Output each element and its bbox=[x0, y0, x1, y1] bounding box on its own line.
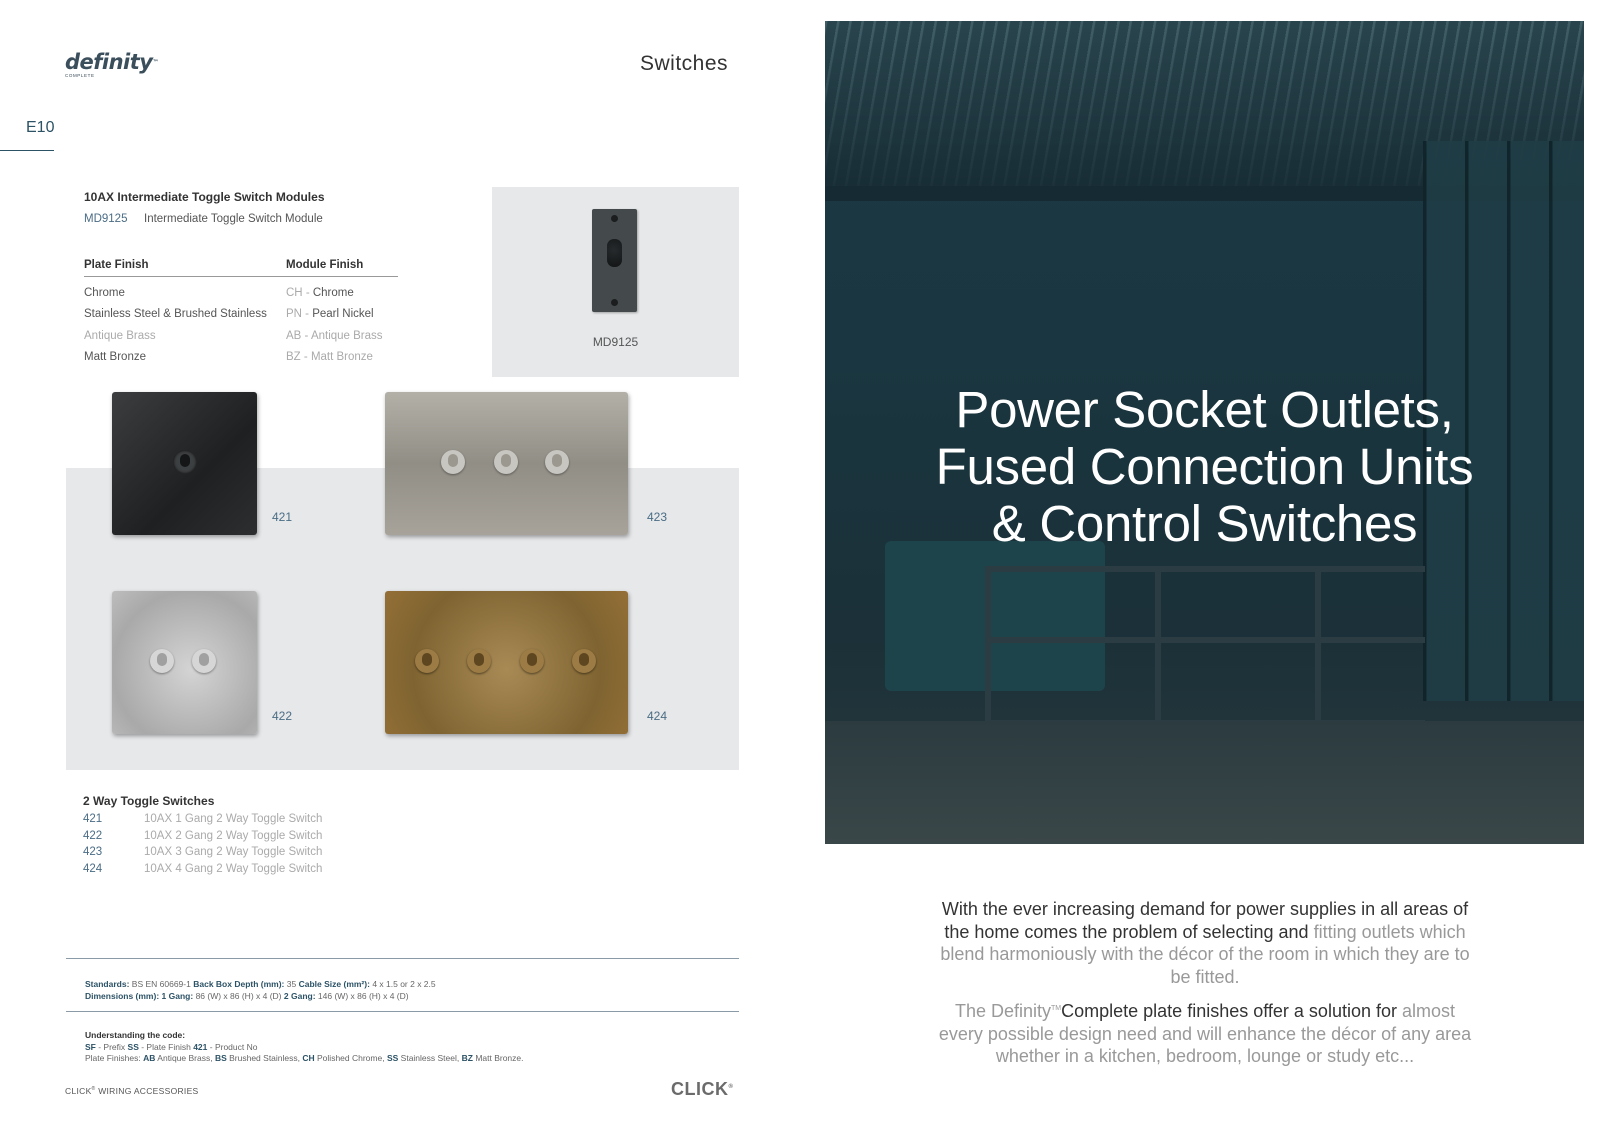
plate-number-422: 422 bbox=[272, 709, 293, 723]
click-logo: CLICK® bbox=[671, 1079, 734, 1099]
module-image-label: MD9125 bbox=[592, 335, 639, 349]
toggle-icon bbox=[494, 450, 518, 474]
product-description: 10AX 4 Gang 2 Way Toggle Switch bbox=[144, 862, 323, 875]
plate-finish-header: Plate Finish bbox=[84, 259, 149, 271]
standards-block bbox=[85, 979, 436, 1002]
footer-suffix: WIRING ACCESSORIES bbox=[95, 1086, 199, 1096]
toggle-icon bbox=[173, 450, 197, 474]
plate-number-424: 424 bbox=[647, 709, 668, 723]
definity-logo: definity™ COMPLETE bbox=[65, 52, 165, 78]
table-row: Matt Bronze BZ - Matt Bronze bbox=[84, 351, 373, 363]
code-num: 421 bbox=[193, 1041, 208, 1052]
floor bbox=[825, 721, 1584, 844]
plate-number-421: 421 bbox=[272, 510, 293, 524]
plate-finish: Antique Brass bbox=[84, 329, 156, 342]
module-finish-header: Module Finish bbox=[286, 259, 364, 271]
page-number: E10 bbox=[26, 119, 55, 136]
standards-value: BS EN 60669-1 bbox=[131, 979, 191, 989]
plate-421-image bbox=[112, 392, 257, 535]
finish-table-header bbox=[84, 259, 398, 277]
toggle-icon bbox=[572, 649, 596, 673]
code-sf: SF bbox=[85, 1041, 96, 1052]
hero-title-line-1: Power Socket Outlets, bbox=[955, 381, 1454, 438]
code-key-block bbox=[85, 1030, 524, 1065]
module-code: CH bbox=[286, 286, 303, 299]
plate-number-423: 423 bbox=[647, 510, 668, 524]
intro-p2-light-b: almost every possible design need and will enhance the décor of any area whether in a kitchen, bedroom, lounge or study etc... bbox=[938, 1001, 1472, 1066]
table-row: Antique Brass AB - Antique Brass bbox=[84, 329, 383, 342]
plate-423-image bbox=[385, 392, 628, 535]
page-number-rule bbox=[0, 150, 54, 151]
intro-paragraph-2: The Definity™Complete plate finishes offer a solution for almost every possible design need and will enhance the décor of any area whether in a kitchen, bedroom, lounge or study etc... bbox=[938, 1001, 1472, 1066]
module-code: PN bbox=[286, 308, 302, 320]
click-logo-word: CLICK bbox=[671, 1079, 729, 1099]
module-code: BZ bbox=[286, 351, 301, 363]
toggle-module-image bbox=[592, 209, 637, 312]
plate-finish: Matt Bronze bbox=[84, 351, 146, 363]
code-ch: CH bbox=[302, 1053, 315, 1063]
intro-p1-light: fitting outlets which blend harmoniously with the décor of the room in which they are to be fitted. bbox=[940, 921, 1470, 987]
gang2-value: 146 (W) x 86 (H) x 4 (D) bbox=[317, 990, 409, 1001]
shelf-divider bbox=[985, 572, 991, 720]
hero-title-line-2: Fused Connection Units bbox=[935, 438, 1474, 495]
table-row: Stainless Steel & Brushed Stainless PN - Pearl Nickel bbox=[84, 308, 374, 320]
module-image-panel bbox=[492, 187, 739, 377]
two-way-list bbox=[83, 813, 322, 879]
code-ss2-text: Stainless Steel, bbox=[398, 1053, 462, 1063]
toggle-knob-icon bbox=[607, 239, 622, 267]
module-finish: Matt Bronze bbox=[310, 351, 373, 363]
intro-p2-dark: Complete plate finishes offer a solution for bbox=[1061, 1001, 1397, 1021]
code-bz: BZ bbox=[461, 1053, 473, 1063]
depth-label: Back Box Depth (mm): bbox=[193, 979, 285, 989]
code-ch-text: Polished Chrome, bbox=[314, 1053, 387, 1063]
module-finish: Pearl Nickel bbox=[312, 308, 374, 320]
module-finish: Chrome bbox=[312, 286, 354, 299]
divider bbox=[66, 958, 739, 959]
module-code: AB bbox=[286, 329, 302, 342]
list-item bbox=[83, 813, 322, 830]
gang1-value: 86 (W) x 86 (H) x 4 (D) bbox=[195, 990, 282, 1001]
screw-icon bbox=[611, 299, 618, 306]
footer-brand: CLICK bbox=[65, 1086, 92, 1096]
plate-422-image bbox=[112, 591, 257, 734]
module-code: MD9125 bbox=[84, 213, 128, 225]
code-num-text: - Product No bbox=[207, 1041, 258, 1052]
standards-label: Standards: bbox=[85, 979, 130, 989]
shelf-divider bbox=[1155, 572, 1161, 720]
code-finishes-label: Plate Finishes: bbox=[85, 1053, 144, 1063]
code-sf-text: - Prefix bbox=[95, 1041, 128, 1052]
list-item bbox=[83, 863, 322, 880]
footer-text: CLICK® WIRING ACCESSORIES bbox=[65, 1086, 199, 1096]
plate-424-image bbox=[385, 591, 628, 734]
product-description: 10AX 1 Gang 2 Way Toggle Switch bbox=[144, 813, 323, 825]
cable-value: 4 x 1.5 or 2 x 2.5 bbox=[372, 979, 436, 989]
product-description: 10AX 3 Gang 2 Way Toggle Switch bbox=[144, 846, 323, 858]
code-ss: SS bbox=[127, 1041, 139, 1052]
plate-finish: Stainless Steel & Brushed Stainless bbox=[84, 308, 267, 320]
logo-sub: COMPLETE bbox=[65, 73, 95, 78]
cable-label: Cable Size (mm²): bbox=[298, 979, 370, 989]
hero-image bbox=[825, 21, 1584, 844]
product-code: 421 bbox=[83, 813, 103, 825]
product-code: 423 bbox=[83, 846, 103, 858]
divider bbox=[66, 1011, 739, 1012]
intro-p1-dark: With the ever increasing demand for power supplies in all areas of the home comes the problem of selecting and bbox=[941, 899, 1469, 942]
dimensions-label: Dimensions (mm): bbox=[85, 990, 160, 1001]
logo-word: definity bbox=[65, 50, 153, 74]
product-code: 422 bbox=[83, 829, 103, 842]
code-ss2: SS bbox=[386, 1053, 399, 1063]
toggle-icon bbox=[150, 649, 174, 673]
screw-icon bbox=[611, 215, 618, 222]
module-heading: 10AX Intermediate Toggle Switch Modules bbox=[84, 190, 325, 204]
module-description: Intermediate Toggle Switch Module bbox=[144, 213, 323, 225]
product-code: 424 bbox=[83, 862, 103, 875]
module-finish: Antique Brass bbox=[310, 329, 383, 342]
depth-value: 35 bbox=[286, 979, 297, 989]
toggle-icon bbox=[520, 649, 544, 673]
finish-table bbox=[84, 259, 398, 363]
toggle-icon bbox=[415, 649, 439, 673]
hero-title bbox=[825, 381, 1584, 552]
list-item bbox=[83, 846, 322, 863]
gang2-label: 2 Gang: bbox=[283, 990, 316, 1001]
toggle-icon bbox=[467, 649, 491, 673]
gang1-label: 1 Gang: bbox=[161, 990, 194, 1001]
code-ab-text: Antique Brass, bbox=[155, 1053, 215, 1063]
table-row: Chrome CH - Chrome bbox=[84, 286, 354, 299]
list-item bbox=[83, 830, 322, 847]
code-bz-text: Matt Bronze. bbox=[472, 1053, 524, 1063]
intro-paragraph-1 bbox=[935, 898, 1475, 988]
intro-text bbox=[935, 898, 1475, 1068]
code-key-heading: Understanding the code: bbox=[85, 1030, 186, 1040]
plate-finish: Chrome bbox=[84, 286, 125, 299]
toggle-icon bbox=[545, 450, 569, 474]
intro-p2-light-a: The Definity bbox=[954, 1001, 1052, 1021]
code-ab: AB bbox=[143, 1053, 156, 1063]
code-bs: BS bbox=[214, 1053, 227, 1063]
shelf-divider bbox=[1315, 572, 1321, 720]
toggle-icon bbox=[441, 450, 465, 474]
code-bs-text: Brushed Stainless, bbox=[226, 1053, 303, 1063]
code-ss-text: - Plate Finish bbox=[138, 1041, 194, 1052]
two-way-heading: 2 Way Toggle Switches bbox=[83, 794, 215, 808]
product-description: 10AX 2 Gang 2 Way Toggle Switch bbox=[144, 829, 323, 842]
hero-title-line-3: & Control Switches bbox=[991, 495, 1418, 552]
shelf-unit bbox=[985, 566, 1425, 726]
section-title: Switches bbox=[640, 52, 729, 75]
toggle-icon bbox=[192, 649, 216, 673]
